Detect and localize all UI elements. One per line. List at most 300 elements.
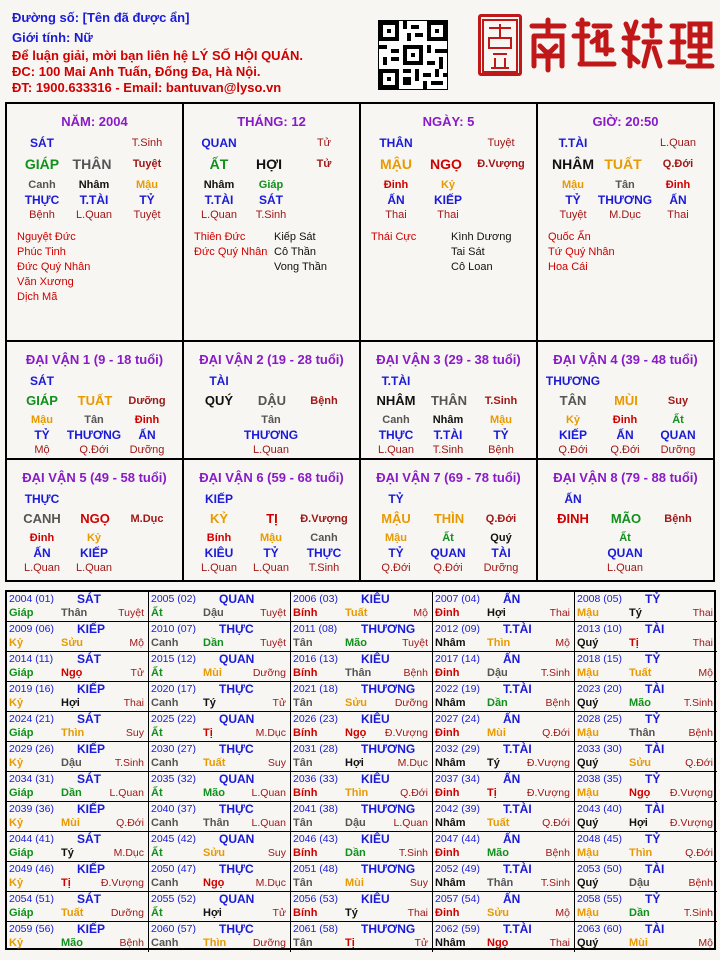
hidden-stem: Kỷ <box>440 179 456 191</box>
pillar-branch-stage: Q.Đới <box>662 158 694 170</box>
year-branch: Sửu <box>487 907 510 919</box>
year-cell[interactable] <box>291 832 433 862</box>
year-stage: T.Sinh <box>114 757 144 769</box>
year-ten-god: ẤN <box>503 592 521 606</box>
year-label: 2008 (05) <box>577 593 622 605</box>
hidden-ten-god: KIẾP <box>558 428 587 442</box>
star-name: Đức Quý Nhân <box>17 261 91 273</box>
year-stage: Bệnh <box>688 727 713 739</box>
dai-van-3 <box>361 342 536 460</box>
year-branch: Sửu <box>61 637 84 649</box>
year-cell[interactable] <box>7 592 149 622</box>
year-stem: Kỷ <box>9 817 24 829</box>
year-branch: Tuất <box>629 667 652 679</box>
year-cell[interactable] <box>7 652 149 682</box>
year-cell[interactable] <box>149 922 291 952</box>
year-cell[interactable] <box>575 742 717 772</box>
year-branch: Tý <box>203 697 216 709</box>
hidden-stage: Dưỡng <box>660 444 696 456</box>
dai-van-stage: Suy <box>667 395 689 407</box>
year-stem: Bính <box>293 907 318 919</box>
hidden-stem: Tân <box>84 414 104 426</box>
year-label: 2052 (49) <box>435 863 480 875</box>
year-stage: Mộ <box>129 637 144 649</box>
year-branch: Tị <box>203 727 213 739</box>
year-label: 2053 (50) <box>577 863 622 875</box>
year-branch: Dần <box>487 697 508 709</box>
year-label: 2004 (01) <box>9 593 54 605</box>
hidden-ten-god: KIẾP <box>433 193 462 207</box>
year-stage: Mộ <box>413 607 428 619</box>
hidden-stage: Tuyệt <box>559 209 587 221</box>
hidden-ten-god: THỰC <box>378 428 414 442</box>
year-label: 2015 (12) <box>151 653 196 665</box>
dai-van-2 <box>184 342 359 460</box>
year-branch: Thân <box>629 727 656 739</box>
hidden-stem: Giáp <box>258 179 284 191</box>
dai-van-stem: MẬU <box>381 511 411 526</box>
year-stem: Mậu <box>577 907 599 919</box>
year-stage: Đ.Vượng <box>384 727 428 739</box>
year-cell[interactable] <box>433 742 575 772</box>
year-cell[interactable] <box>575 862 717 892</box>
star-name: Văn Xương <box>17 276 74 288</box>
star-name: Đức Quý Nhân <box>194 246 268 258</box>
year-ten-god: KIẾP <box>77 862 106 876</box>
hidden-ten-god: TỶ <box>263 546 279 560</box>
year-stage: Dưỡng <box>110 907 144 919</box>
pillar-title: THÁNG: 12 <box>237 114 306 129</box>
hidden-stem: Tân <box>261 414 281 426</box>
year-cell[interactable] <box>149 802 291 832</box>
star-name: Dịch Mã <box>17 291 58 303</box>
year-label: 2006 (03) <box>293 593 338 605</box>
year-label: 2046 (43) <box>293 833 338 845</box>
dai-van-ten-god: TỶ <box>388 492 404 506</box>
year-stage: T.Sinh <box>540 877 570 889</box>
year-cell[interactable] <box>433 922 575 952</box>
year-ten-god: THƯƠNG <box>361 922 416 936</box>
dai-van-stem: CANH <box>23 511 61 526</box>
year-cell[interactable] <box>7 922 149 952</box>
year-cell[interactable] <box>291 862 433 892</box>
pillar-stem: MẬU <box>380 156 412 172</box>
year-ten-god: TỶ <box>645 592 661 606</box>
pillar-ten-god: QUAN <box>201 136 237 150</box>
year-cell[interactable] <box>433 832 575 862</box>
year-stem: Nhâm <box>435 937 466 949</box>
year-ten-god: THỰC <box>219 622 254 636</box>
year-ten-god: THƯƠNG <box>361 802 416 816</box>
year-label: 2031 (28) <box>293 743 338 755</box>
year-label: 2034 (31) <box>9 773 54 785</box>
year-cell[interactable] <box>575 712 717 742</box>
year-cell[interactable] <box>149 592 291 622</box>
year-cell[interactable] <box>149 832 291 862</box>
year-cell[interactable] <box>149 622 291 652</box>
star-name: Cô Loan <box>451 261 493 273</box>
year-ten-god: T.TÀI <box>503 922 532 936</box>
year-stem: Đinh <box>435 907 460 919</box>
dai-van-stem: NHÂM <box>376 393 416 408</box>
year-cell[interactable] <box>433 652 575 682</box>
year-cell[interactable] <box>433 892 575 922</box>
year-cell[interactable] <box>7 772 149 802</box>
year-stage: Tử <box>272 697 286 709</box>
pillar-branch: THÂN <box>72 156 112 172</box>
year-label: 2062 (59) <box>435 923 480 935</box>
year-branch: Ngọ <box>629 787 651 799</box>
pillar-branch-stage: Tuyệt <box>132 158 162 170</box>
year-branch: Sửu <box>203 847 226 859</box>
year-cell[interactable] <box>291 922 433 952</box>
year-cell[interactable] <box>433 802 575 832</box>
year-cell[interactable] <box>433 772 575 802</box>
dai-van-7 <box>361 460 536 578</box>
year-label: 2007 (04) <box>435 593 480 605</box>
year-stem: Ất <box>151 907 163 919</box>
hidden-stage: Q.Đới <box>381 562 411 574</box>
dai-van-branch: NGỌ <box>80 511 110 526</box>
year-cell[interactable] <box>291 682 433 712</box>
hidden-ten-god: KIÊU <box>204 546 234 560</box>
pillar-4 <box>538 104 713 342</box>
year-stage: Đ.Vượng <box>100 877 144 889</box>
year-label: 2011 (08) <box>293 623 338 635</box>
year-ten-god: T.TÀI <box>503 682 532 696</box>
dai-van-branch: TỊ <box>266 511 278 526</box>
year-label: 2009 (06) <box>9 623 54 635</box>
year-stage: M.Dục <box>255 727 286 739</box>
year-label: 2043 (40) <box>577 803 622 815</box>
year-cell[interactable] <box>149 772 291 802</box>
year-stem: Ất <box>151 607 163 619</box>
year-cell[interactable] <box>149 652 291 682</box>
year-stem: Đinh <box>435 847 460 859</box>
year-label: 2021 (18) <box>293 683 338 695</box>
year-label: 2037 (34) <box>435 773 480 785</box>
year-stage: Đ.Vượng <box>526 757 570 769</box>
star-name: Kiếp Sát <box>274 231 316 243</box>
year-branch: Tị <box>629 637 639 649</box>
dai-van-ten-god: KIẾP <box>204 492 233 506</box>
year-branch: Tuất <box>61 907 84 919</box>
year-cell[interactable] <box>291 772 433 802</box>
hidden-stem: Đinh <box>134 414 160 426</box>
year-ten-god: KIẾP <box>77 742 106 756</box>
year-cell[interactable] <box>575 922 717 952</box>
year-ten-god: KIẾP <box>77 922 106 936</box>
hidden-stem: Nhâm <box>203 179 235 191</box>
pillar-2 <box>184 104 359 342</box>
year-label: 2014 (11) <box>9 653 54 665</box>
year-stage: Bệnh <box>119 937 144 949</box>
year-branch: Mùi <box>61 817 80 829</box>
year-stem: Đinh <box>435 727 460 739</box>
year-stem: Canh <box>151 697 179 709</box>
year-label: 2050 (47) <box>151 863 196 875</box>
year-stage: Thai <box>407 907 428 919</box>
year-ten-god: THƯƠNG <box>361 742 416 756</box>
year-branch: Dần <box>203 637 224 649</box>
year-branch: Mùi <box>487 727 506 739</box>
year-cell[interactable] <box>7 742 149 772</box>
year-ten-god: SÁT <box>77 892 101 906</box>
hidden-ten-god: THƯƠNG <box>243 428 299 442</box>
year-branch: Dần <box>61 787 82 799</box>
year-ten-god: TÀI <box>645 862 665 876</box>
year-ten-god: QUAN <box>219 772 255 786</box>
year-cell[interactable] <box>291 622 433 652</box>
hidden-stage: Mộ <box>34 444 50 456</box>
year-ten-god: TÀI <box>645 742 665 756</box>
year-label: 2030 (27) <box>151 743 196 755</box>
dai-van-branch: DẬU <box>257 393 287 408</box>
year-label: 2056 (53) <box>293 893 338 905</box>
hidden-stage: L.Quan <box>200 562 238 574</box>
year-label: 2063 (60) <box>577 923 622 935</box>
year-label: 2042 (39) <box>435 803 480 815</box>
year-cell[interactable] <box>433 712 575 742</box>
year-cell[interactable] <box>433 592 575 622</box>
pillar-ten-god-stage: T.Sinh <box>131 137 163 149</box>
year-stage: Tuyệt <box>118 607 144 619</box>
hidden-ten-god: TỶ <box>388 546 404 560</box>
hidden-stem: Nhâm <box>432 414 464 426</box>
year-branch: Sửu <box>629 757 652 769</box>
year-cell[interactable] <box>7 712 149 742</box>
year-cell[interactable] <box>149 892 291 922</box>
year-cell[interactable] <box>7 892 149 922</box>
year-cell[interactable] <box>7 682 149 712</box>
pillar-1 <box>7 104 182 342</box>
year-stem: Giáp <box>9 907 34 919</box>
year-stem: Kỷ <box>9 877 24 889</box>
pillar-3 <box>361 104 536 342</box>
hidden-ten-god: THƯƠNG <box>66 428 122 442</box>
year-branch: Dậu <box>345 817 366 829</box>
year-cell[interactable] <box>149 682 291 712</box>
hidden-stage: T.Sinh <box>432 444 464 456</box>
year-ten-god: THƯƠNG <box>361 862 416 876</box>
year-cell[interactable] <box>575 682 717 712</box>
dai-van-title: ĐẠI VẬN 8 (79 - 88 tuổi) <box>553 470 698 485</box>
year-ten-god: THỰC <box>219 922 254 936</box>
year-ten-god: T.TÀI <box>503 622 532 636</box>
hidden-stem: Canh <box>310 532 338 544</box>
year-branch: Tý <box>487 757 500 769</box>
year-ten-god: QUAN <box>219 592 255 606</box>
year-label: 2023 (20) <box>577 683 622 695</box>
hidden-stem: Bính <box>206 532 232 544</box>
year-cell[interactable] <box>7 862 149 892</box>
year-cell[interactable] <box>433 622 575 652</box>
dai-van-title: ĐẠI VẬN 7 (69 - 78 tuổi) <box>376 470 521 485</box>
year-ten-god: T.TÀI <box>503 862 532 876</box>
pillar-ten-god-stage: L.Quan <box>659 137 697 149</box>
year-branch: Dậu <box>629 877 650 889</box>
pillar-title: NĂM: 2004 <box>61 114 128 129</box>
hidden-ten-god: QUAN <box>660 428 696 442</box>
dai-van-stage: Bệnh <box>310 395 338 407</box>
dai-van-stem: ĐINH <box>557 511 589 526</box>
year-stem: Canh <box>151 937 179 949</box>
year-branch: Hợi <box>61 697 80 709</box>
hidden-stage: Thai <box>437 209 459 221</box>
year-ten-god: KIẾP <box>77 682 106 696</box>
year-stem: Tân <box>293 877 313 889</box>
year-stem: Quý <box>577 757 599 769</box>
year-stage: Q.Đới <box>542 727 570 739</box>
year-ten-god: KIÊU <box>361 772 390 786</box>
hidden-stem: Mậu <box>385 532 407 544</box>
hidden-ten-god: ẤN <box>669 193 687 207</box>
year-stage: Suy <box>409 877 428 889</box>
year-cell[interactable] <box>291 652 433 682</box>
hidden-ten-god: TỶ <box>34 428 50 442</box>
year-cell[interactable] <box>149 862 291 892</box>
year-stage: T.Sinh <box>683 697 713 709</box>
year-branch: Ngọ <box>203 877 225 889</box>
year-label: 2032 (29) <box>435 743 480 755</box>
year-cell[interactable] <box>291 592 433 622</box>
year-cell[interactable] <box>149 742 291 772</box>
pillar-branch-stage: Tử <box>316 158 332 170</box>
year-branch: Thìn <box>345 787 369 799</box>
hidden-ten-god: T.TÀI <box>79 193 109 207</box>
hidden-stage: L.Quan <box>23 562 61 574</box>
pillar-branch-stage: Đ.Vượng <box>477 158 525 170</box>
star-name: Cô Thần <box>274 246 316 258</box>
year-stem: Ất <box>151 667 163 679</box>
year-stem: Quý <box>577 877 599 889</box>
year-stage: Tuyệt <box>260 607 286 619</box>
year-stage: Thai <box>123 697 144 709</box>
pillar-ten-god: THÂN <box>379 136 413 150</box>
year-branch: Dần <box>345 847 366 859</box>
hidden-stem: Nhâm <box>78 179 110 191</box>
dai-van-6 <box>184 460 359 578</box>
year-branch: Thân <box>345 667 372 679</box>
year-stem: Nhâm <box>435 817 466 829</box>
pillar-title: GIỜ: 20:50 <box>592 114 659 129</box>
year-stem: Quý <box>577 697 599 709</box>
year-label: 2005 (02) <box>151 593 196 605</box>
year-stage: Suy <box>125 727 144 739</box>
year-cell[interactable] <box>575 652 717 682</box>
hidden-stem: Đinh <box>612 414 638 426</box>
star-name: Tứ Quý Nhân <box>548 246 615 258</box>
year-cell[interactable] <box>575 892 717 922</box>
year-ten-god: THƯƠNG <box>361 622 416 636</box>
star-name: Tai Sát <box>451 246 485 258</box>
year-stage: Tuyệt <box>260 637 286 649</box>
year-ten-god: THỰC <box>219 802 254 816</box>
year-stem: Bính <box>293 847 318 859</box>
year-stage: T.Sinh <box>540 667 570 679</box>
year-stage: M.Dục <box>113 847 144 859</box>
year-ten-god: QUAN <box>219 712 255 726</box>
year-stem: Mậu <box>577 787 599 799</box>
year-label: 2033 (30) <box>577 743 622 755</box>
hidden-stem: Canh <box>382 414 410 426</box>
year-stem: Giáp <box>9 727 34 739</box>
year-stem: Mậu <box>577 667 599 679</box>
year-ten-god: TỶ <box>645 712 661 726</box>
year-label: 2010 (07) <box>151 623 196 635</box>
year-cell[interactable] <box>7 802 149 832</box>
year-ten-god: QUAN <box>219 892 255 906</box>
hidden-stem: Kỷ <box>86 532 102 544</box>
year-stem: Bính <box>293 787 318 799</box>
year-stem: Tân <box>293 697 313 709</box>
year-cell[interactable] <box>291 742 433 772</box>
year-ten-god: TÀI <box>645 802 665 816</box>
year-cell[interactable] <box>575 802 717 832</box>
hidden-stage: Q.Đới <box>610 444 640 456</box>
year-stem: Quý <box>577 817 599 829</box>
year-cell[interactable] <box>291 802 433 832</box>
year-cell[interactable] <box>291 892 433 922</box>
gender-line: Giới tính: Nữ <box>12 30 93 45</box>
year-cell[interactable] <box>575 772 717 802</box>
year-ten-god: TỶ <box>645 772 661 786</box>
year-cell[interactable] <box>149 712 291 742</box>
year-stem: Kỷ <box>9 757 24 769</box>
qr-code-icon[interactable] <box>378 20 448 90</box>
chart-header <box>0 0 720 100</box>
year-stem: Bính <box>293 607 318 619</box>
pillar-ten-god-stage: Tử <box>316 137 332 149</box>
year-label: 2041 (38) <box>293 803 338 815</box>
year-cell[interactable] <box>575 592 717 622</box>
year-cell[interactable] <box>433 682 575 712</box>
year-ten-god: THỰC <box>219 862 254 876</box>
year-cell[interactable] <box>7 622 149 652</box>
year-stage: Bệnh <box>545 697 570 709</box>
year-stage: Thai <box>692 637 713 649</box>
year-stage: Bệnh <box>545 847 570 859</box>
year-stage: Q.Đới <box>542 817 570 829</box>
year-cell[interactable] <box>575 622 717 652</box>
year-cell[interactable] <box>7 832 149 862</box>
year-stem: Giáp <box>9 607 34 619</box>
hidden-stage: L.Quan <box>252 444 290 456</box>
year-ten-god: TỶ <box>645 892 661 906</box>
hidden-ten-god: THƯƠNG <box>597 193 653 207</box>
dai-van-stage: Dưỡng <box>128 395 166 407</box>
year-cell[interactable] <box>575 832 717 862</box>
year-stem: Mậu <box>577 607 599 619</box>
year-cell[interactable] <box>433 862 575 892</box>
year-branch: Hợi <box>203 907 222 919</box>
hidden-stage: T.Sinh <box>255 209 287 221</box>
year-stage: Q.Đới <box>685 757 713 769</box>
year-label: 2020 (17) <box>151 683 196 695</box>
star-name: Hoa Cái <box>548 261 588 273</box>
year-stage: Bệnh <box>688 877 713 889</box>
dai-van-ten-god: T.TÀI <box>381 374 411 388</box>
hidden-ten-god: QUAN <box>430 546 466 560</box>
year-stage: Mộ <box>698 667 713 679</box>
year-cell[interactable] <box>291 712 433 742</box>
year-stage: Dưỡng <box>252 937 286 949</box>
hidden-stage: Thai <box>385 209 407 221</box>
year-stem: Đinh <box>435 607 460 619</box>
dai-van-title: ĐẠI VẬN 4 (39 - 48 tuổi) <box>553 352 698 367</box>
dai-van-stem: KỶ <box>209 511 229 526</box>
year-stage: Q.Đới <box>400 787 428 799</box>
